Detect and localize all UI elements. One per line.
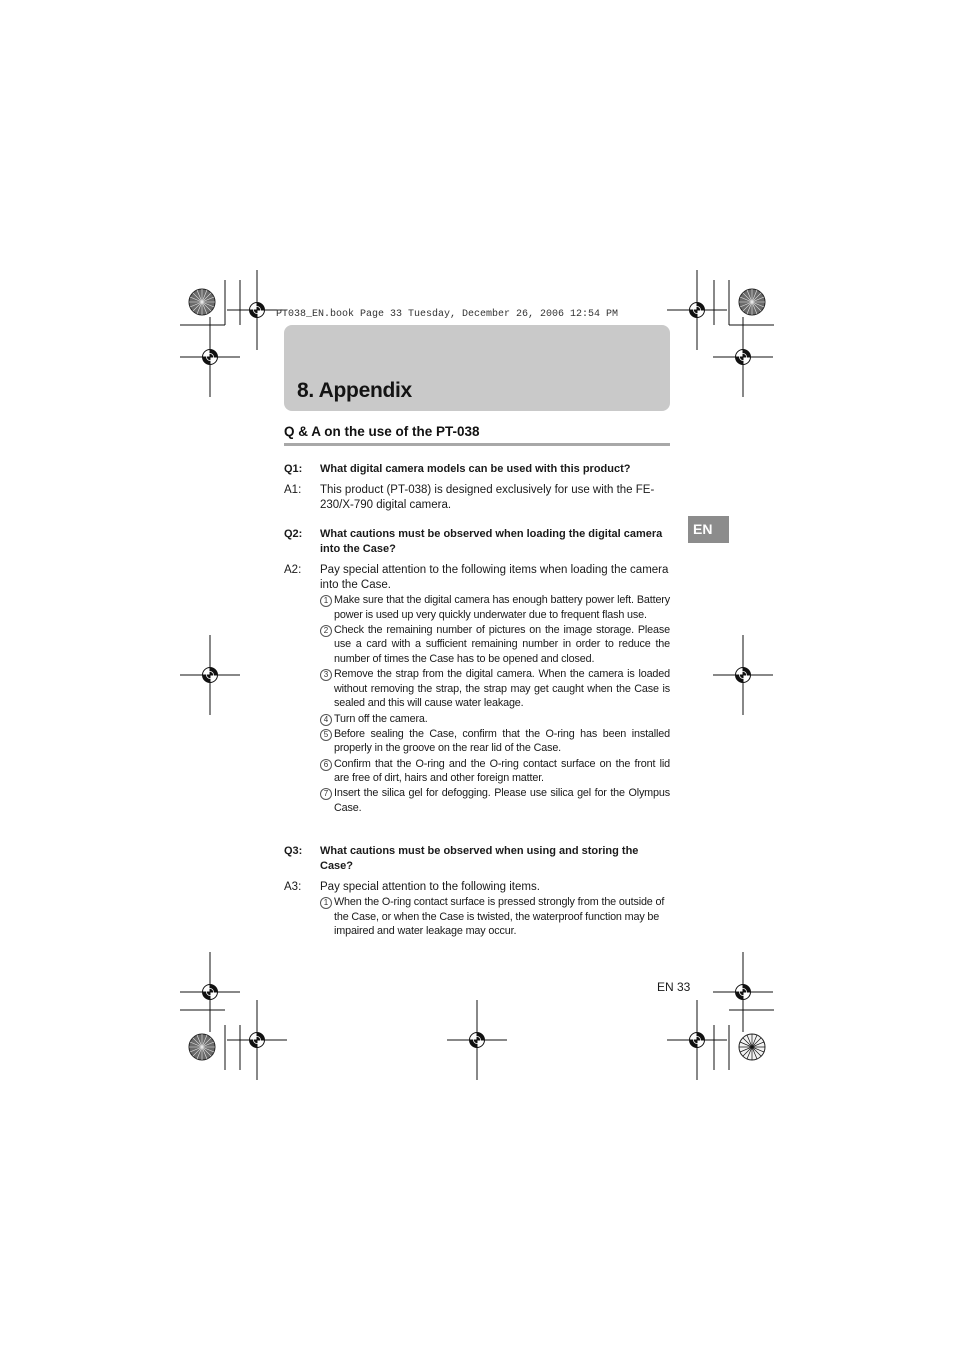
checklist-q3 xyxy=(320,895,670,939)
answer-label: A3: xyxy=(284,881,302,893)
qa-block-3 xyxy=(284,844,670,895)
question-text: What digital camera models can be used with this product? xyxy=(320,463,631,475)
question-label: Q2: xyxy=(284,528,303,540)
question-label: Q3: xyxy=(284,845,303,857)
list-item-text: When the O-ring contact surface is pressed strongly from the outside of the Case, or when the Case is twisted, the waterproof function may be impaired and water leakage may occur. xyxy=(334,896,665,938)
answer-label: A2: xyxy=(284,564,302,576)
print-header: PT038_EN.book Page 33 Tuesday, December 26, 2006 12:54 PM xyxy=(276,309,619,320)
list-item xyxy=(320,623,670,667)
list-item xyxy=(320,786,670,815)
answer-row xyxy=(284,483,670,513)
list-item xyxy=(320,667,670,711)
qa-block-2 xyxy=(284,527,670,593)
page-number: EN 33 xyxy=(657,980,691,994)
answer-text: This product (PT-038) is designed exclusively for use with the FE-230/X-790 digital camera. xyxy=(320,484,655,511)
list-item-text: Turn off the camera. xyxy=(334,712,428,725)
language-tab: EN xyxy=(688,516,729,543)
circled-number: 5 xyxy=(320,729,332,741)
question-row xyxy=(284,462,670,477)
list-item-text: Insert the silica gel for defogging. Please use silica gel for the Olympus Case. xyxy=(334,787,670,814)
list-item xyxy=(320,895,670,939)
list-item-text: Before sealing the Case, confirm that the O-ring has been installed properly in the groove on the rear lid of the Case. xyxy=(334,727,670,755)
list-item xyxy=(320,757,670,786)
question-text: What cautions must be observed when loading the digital camera into the Case? xyxy=(320,528,663,555)
list-item-text: Confirm that the O-ring and the O-ring contact surface on the front lid are free of dirt, hairs and other foreign matter. xyxy=(334,757,670,785)
question-row xyxy=(284,527,670,557)
circled-number: 7 xyxy=(320,788,332,800)
circled-number: 3 xyxy=(320,669,332,681)
chapter-banner xyxy=(284,325,670,411)
chapter-title: 8. Appendix xyxy=(297,379,412,402)
checklist-q2 xyxy=(320,593,670,816)
section-heading: Q & A on the use of the PT-038 xyxy=(284,424,670,446)
circled-number: 1 xyxy=(320,897,332,909)
circled-number: 6 xyxy=(320,759,332,771)
answer-row xyxy=(284,880,670,895)
circled-number: 2 xyxy=(320,625,332,637)
answer-text: Pay special attention to the following items. xyxy=(320,881,540,893)
question-label: Q1: xyxy=(284,463,303,475)
list-item-text: Check the remaining number of pictures on the image storage. Please use a card with a sufficient remaining number in order to reduce the number of times the Case has to be opened and closed. xyxy=(334,623,670,665)
list-item xyxy=(320,712,670,727)
qa-block-1 xyxy=(284,462,670,513)
list-item-text: Remove the strap from the digital camera. When the camera is loaded without removing the strap, the strap may get caught when the Case is sealed and this will cause water leakage. xyxy=(334,668,670,710)
question-row xyxy=(284,844,670,874)
list-item xyxy=(320,593,670,622)
question-text: What cautions must be observed when using and storing the Case? xyxy=(320,845,639,872)
list-item xyxy=(320,727,670,756)
answer-text: Pay special attention to the following items when loading the camera into the Case. xyxy=(320,564,669,591)
answer-row xyxy=(284,563,670,593)
circled-number: 4 xyxy=(320,714,332,726)
answer-label: A1: xyxy=(284,484,302,496)
circled-number: 1 xyxy=(320,595,332,607)
list-item-text: Make sure that the digital camera has enough battery power left. Battery power is used up very quickly underwater due to frequent flash use. xyxy=(334,594,670,621)
